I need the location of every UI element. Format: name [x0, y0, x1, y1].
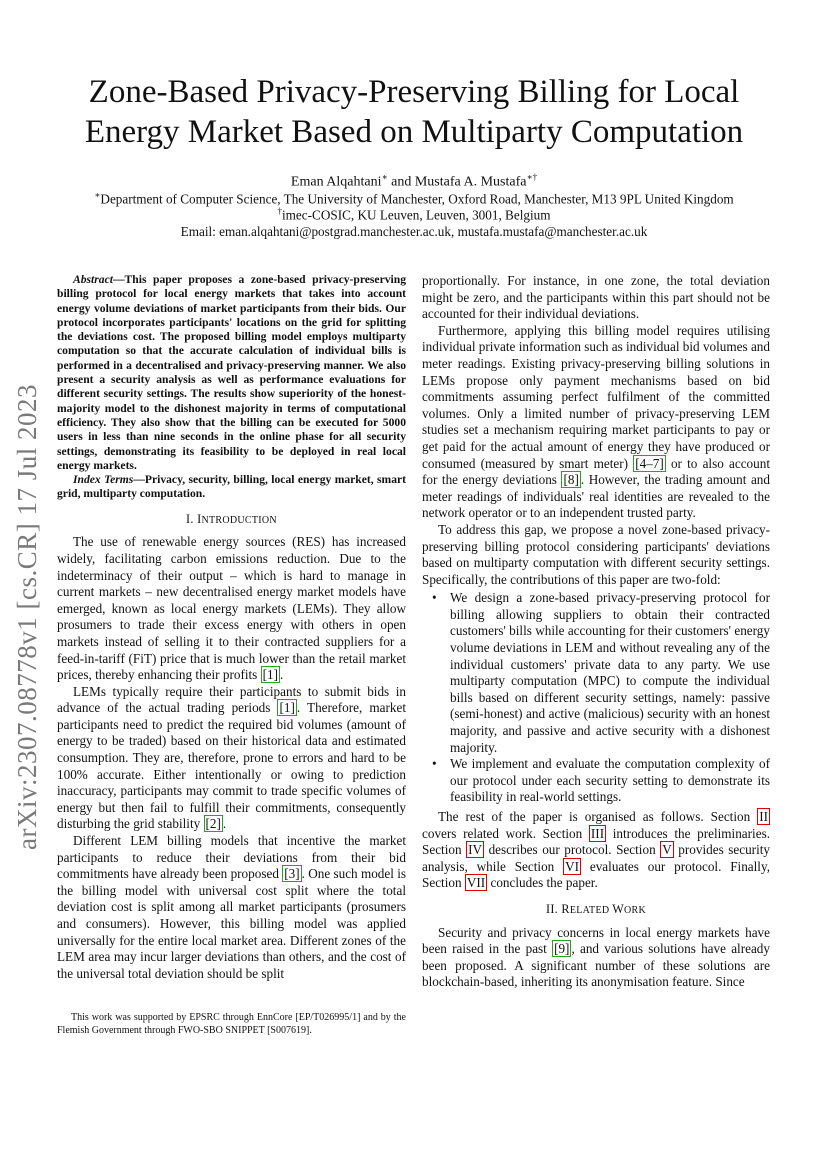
- abstract-text: —This paper proposes a zone-based privacy-preserving billing protocol for local energy markets that takes into account energy volume deviations of market participants from their bids. Our protocol incorporates participants' locations on the grid for splitting the deviations cost. The proposed billing model employs multiparty computation so that the accurate calculation of individual bills is performed in a decentralised and privacy-preserving manner. We also present a security analysis as well as performance evaluations for different security settings. The results show superiority of the honest-majority model to the dishonest majority in terms of computational efficiency. They also show that the billing can be executed for 5000 users in less than nine seconds in the online phase for all security settings, demonstrating its feasibility to be deployed in real local energy markets.: [57, 273, 406, 472]
- author-line: [0, 172, 828, 191]
- affiliation-1-mark: ∗: [94, 190, 101, 200]
- affiliation-2-mark: †: [277, 206, 283, 216]
- author-2: Mustafa A. Mustafa: [414, 174, 527, 190]
- citation-link[interactable]: [1]: [262, 667, 278, 683]
- citation-link[interactable]: [8]: [563, 472, 579, 488]
- text-run: , and various solutions have already been proposed. A significant number of these solutions are blockchain-based, inheriting its anonymisation feature. Since: [422, 941, 770, 990]
- text-run: provides security analysis, while Section: [422, 842, 770, 874]
- text-run: introduces the preliminaries. Section: [422, 825, 770, 858]
- text-run: . Therefore, market participants need to predict the required bid volumes (amount of energy to be traded) based on their historical data and estimated consumption. They are, therefore, prone to errors and hard to be 100% accurate. Either intentionally or owing to prediction inaccuracy, participants may commit to trade specific volumes of energy but then fail to fulfill their commitments, consequently disturbing the grid stability: [57, 700, 406, 832]
- affiliation-1-text: Department of Computer Science, The University of Manchester, Oxford Road, Manchester, M13 9PL United Kingdom: [100, 191, 734, 207]
- citation-link[interactable]: [2]: [205, 816, 221, 832]
- text-run: Security and privacy concerns in local energy markets have been raised in the past: [422, 924, 770, 957]
- text-run: . One such model is the billing model with universal cost split where the total deviation cost is split among all market participants (prosumers and consumers). However, this billing model was applied universally for the entire local market area. Different zones of the LEM area may incur larger deviations than others, and the cost of the universal total deviation should be split: [57, 866, 406, 981]
- section-title-rest: NTRODUCTION: [201, 514, 277, 526]
- citation-link[interactable]: [1]: [279, 700, 295, 716]
- index-terms: [57, 473, 406, 502]
- abstract: [57, 273, 406, 473]
- text-run: Furthermore, applying this billing model requires utilising individual private information such as individual bid volumes and meter readings. Existing privacy-preserving billing solutions in LEMs propose only payment mechanisms based on bid commitments assuming perfect fulfilment of the committed volumes. Only a limited number of privacy-preserving LEM studies set a mechanism requiring market participants to pay or get paid for the actual amount of energy they have produced or consumed (measured by smart meter): [422, 322, 770, 471]
- funding-footnote: [57, 1011, 406, 1037]
- author-2-mark: ∗†: [526, 172, 538, 182]
- text-run: . However, the trading amount and meter readings of individuals' real identities are revealed to the network operator or to an independent trusted party.: [422, 472, 770, 521]
- contributions-list: [422, 590, 770, 806]
- author-1: Eman Alqahtani: [290, 174, 382, 190]
- section-initial: I: [197, 511, 202, 526]
- text-run: or to also account for the energy deviations: [422, 455, 770, 488]
- section-link[interactable]: II: [759, 809, 768, 824]
- text-run: describes our protocol. Section: [484, 842, 661, 858]
- abstract-label: Abstract: [73, 273, 113, 286]
- section-link[interactable]: V: [662, 842, 672, 858]
- section-link[interactable]: IV: [468, 842, 483, 858]
- index-terms-text: —Privacy, security, billing, local energy market, smart grid, multiparty computation.: [57, 473, 407, 501]
- section-link[interactable]: VI: [565, 858, 580, 874]
- related-work-paragraph-1: [422, 925, 770, 991]
- right-paragraph-1: proportionally. For instance, in one zone, the total deviation might be zero, and the participants within this part should not be accounted for their individual deviations.: [422, 273, 770, 322]
- text-run: concludes the paper.: [487, 875, 598, 891]
- text-run: The use of renewable energy sources (RES) has increased widely, facilitating carbon emissions reduction. Due to the indeterminacy of their output – which is hard to manage in current markets – new decentralised energy market models have emerged, known as local energy markets (LEMs). They allow prosumers to trade their excess energy with others in open markets instead of selling it to their contracted suppliers for a feed-in-tariff (FiT) price that is much lower than the retail market prices, thereby enhancing their profits: [57, 534, 406, 683]
- contribution-item-1: • We design a zone-based privacy-preserving protocol for billing allowing suppliers to obtain their contracted customers' bills while accounting for their customers' energy volume deviations in LEM and without revealing any of the individual customers' private data to any party. We use multiparty computation (MPC) to compute the individual bills based on different security settings, namely: passive (semi-honest) and active (malicious) security with an honest majority, and passive and active security with a dishonest majority.: [450, 590, 770, 756]
- intro-paragraph-3: [57, 833, 406, 982]
- citation-link[interactable]: [4–7]: [635, 455, 664, 471]
- right-paragraph-2: [422, 323, 770, 522]
- section-initial: R: [561, 901, 570, 916]
- text-run: covers related work. Section: [422, 825, 589, 841]
- index-terms-label: Index Terms: [73, 473, 134, 487]
- intro-paragraph-2: [57, 684, 406, 833]
- contribution-item-2: • We implement and evaluate the computation complexity of our protocol under each security setting to demonstrate its feasibility in real-world settings.: [450, 756, 770, 806]
- text-run: .: [222, 816, 227, 832]
- author-conjunction: and: [387, 174, 415, 190]
- arxiv-identifier-stamp: arXiv:2307.08778v1 [cs.CR] 17 Jul 2023: [12, 384, 42, 850]
- text-run: evaluates our protocol. Finally, Section: [422, 858, 770, 891]
- affiliation-1: [0, 190, 828, 207]
- section-number: I.: [186, 511, 198, 526]
- author-emails: Email: eman.alqahtani@postgrad.manchester.ac.uk, mustafa.mustafa@manchester.ac.uk: [180, 224, 648, 239]
- paper-organisation-paragraph: [422, 809, 770, 892]
- section-heading-related-work: [422, 901, 770, 920]
- section-title-rest: ELATED: [569, 904, 613, 916]
- section-heading-introduction: [57, 511, 406, 530]
- text-run: The rest of the paper is organised as follows. Section: [438, 809, 758, 824]
- intro-paragraph-1: [57, 534, 406, 683]
- affiliation-2: [0, 206, 828, 223]
- citation-link[interactable]: [3]: [284, 866, 300, 882]
- text-run: LEMs typically require their participants to submit bids in advance of the actual trading periods: [57, 683, 406, 716]
- citation-link[interactable]: [9]: [554, 941, 570, 957]
- section-link[interactable]: VII: [466, 875, 486, 891]
- affiliation-2-text: imec-COSIC, KU Leuven, Leuven, 3001, Belgium: [282, 207, 551, 223]
- author-1-mark: ∗: [381, 172, 388, 182]
- section-link[interactable]: III: [590, 825, 605, 841]
- text-run: Different LEM billing models that incentive the market participants to reduce their deviations from their bid commitments have already been proposed: [57, 833, 406, 882]
- section-initial: W: [612, 901, 625, 916]
- left-column: [57, 273, 406, 982]
- paper-title: Zone-Based Privacy-Preserving Billing for Local Energy Market Based on Multiparty Computation: [84, 74, 744, 150]
- section-number: II.: [545, 901, 562, 916]
- right-column: [422, 273, 770, 991]
- text-run: .: [280, 667, 284, 683]
- right-paragraph-3: To address this gap, we propose a novel zone-based privacy-preserving billing protocol considering participants' deviations based on multiparty computation with different security settings. Specifically, the contributions of this paper are two-fold:: [422, 521, 770, 587]
- footnote-text: This work was supported by EPSRC through EnnCore [EP/T026995/1] and by the Flemish Government through FWO-SBO SNIPPET [S007619].: [57, 1012, 406, 1036]
- section-title-rest: ORK: [624, 904, 647, 916]
